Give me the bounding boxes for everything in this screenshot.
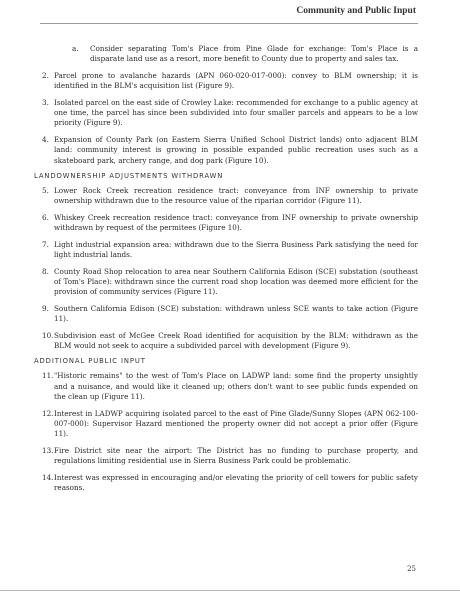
list-item <box>34 240 418 261</box>
list-item-number: 8. <box>42 266 49 276</box>
list-item-text: Subdivision east of McGee Creek Road identified for acquisition by the BLM: withdrawn as the BLM would not seek to acquire a subdivided parcel with development (Figure 9). <box>54 330 418 350</box>
list-item <box>34 71 418 92</box>
list-item <box>34 304 418 325</box>
list-item-number: 2. <box>42 70 49 80</box>
list-item-number: 6. <box>42 212 49 222</box>
section-heading-withdrawn: LANDOWNERSHIP ADJUSTMENTS WITHDRAWN <box>34 172 224 181</box>
list-item-text: Isolated parcel on the east side of Crowley Lake: recommended for exchange to a public agency at one time, the parcel has since been subdivided into four smaller parcels and appears to be a low priority (Figure 9). <box>54 97 418 128</box>
running-header: Community and Public Input <box>296 6 416 16</box>
list-item-number: 12. <box>42 408 54 418</box>
list-item-number: 10. <box>42 330 54 340</box>
list-item-text: County Road Shop relocation to area near Southern California Edison (SCE) substation (southeast of Tom's Place): withdrawn since the current road shop location was deemed more efficient for the provision of community services (Figure 11). <box>54 266 418 297</box>
list-item-number: a. <box>72 44 79 53</box>
list-item-number: 3. <box>42 97 49 107</box>
list-item-text: Parcel prone to avalanche hazards (APN 060-020-017-000): convey to BLM ownership; it is identified in the BLM's acquisition list (Figure 9). <box>54 70 418 91</box>
list-item-number: 4. <box>42 134 49 144</box>
list-item-text: Interest in LADWP acquiring isolated parcel to the east of Pine Glade/Sunny Slopes (APN 062-100-007-000): Supervisor Hazard mentioned the property owner did not accept a prior offer (Figure 11). <box>54 408 418 439</box>
list-item-text: Light industrial expansion area: withdrawn due to the Sierra Business Park satisfying the need for light industrial lands. <box>54 239 418 260</box>
list-item-text: Consider separating Tom's Place from Pine Glade for exchange: Tom's Place is a disparate land use as a resort, more benefit to County due to property and sales tax. <box>90 44 418 64</box>
list-item <box>34 446 418 467</box>
section-heading-additional: ADDITIONAL PUBLIC INPUT <box>34 357 146 366</box>
list-item-number: 5. <box>42 186 49 196</box>
page-number: 25 <box>407 565 416 573</box>
list-item-text: Expansion of County Park (on Eastern Sierra Unified School District lands) onto adjacent BLM land: community interest is growing in possible expanded public recreation uses such as a skateboard park, archery range, and dog park (Figure 10). <box>54 134 418 165</box>
list-item-number: 13. <box>42 445 54 455</box>
list-item <box>34 331 418 352</box>
list-item <box>34 371 418 402</box>
header-divider <box>40 23 418 24</box>
list-item-text: Whiskey Creek recreation residence tract: conveyance from INF ownership to private ownership withdrawn by request of the permitees (Figure 10). <box>54 212 418 233</box>
footer-divider <box>0 590 460 591</box>
list-item-text: Lower Rock Creek recreation residence tract: conveyance from INF ownership to private ownership withdrawn due to the resource value of the riparian corridor (Figure 11). <box>54 186 418 206</box>
list-item <box>34 135 418 166</box>
list-item <box>34 98 418 129</box>
list-item <box>34 267 418 298</box>
list-item-text: Southern California Edison (SCE) substation: withdrawn unless SCE wants to take action (Figure 11). <box>54 303 418 324</box>
list-item-text: Fire District site near the airport: The District has no funding to purchase property, and regulations limiting residential use in Sierra Business Park could be problematic. <box>54 445 418 466</box>
list-item-text: Interest was expressed in encouraging and/or elevating the priority of cell towers for public safety reasons. <box>54 472 418 492</box>
list-item <box>34 473 418 494</box>
list-item <box>34 213 418 234</box>
list-item-number: 7. <box>42 239 49 249</box>
list-item-number: 14. <box>42 472 54 482</box>
list-item <box>34 186 418 207</box>
list-item-text: "Historic remains" to the west of Tom's Place on LADWP land: some find the property unsightly and a nuisance, and would like it cleaned up; others don't want to see public funds expended on the clean up (Figure 11). <box>54 371 418 402</box>
page-content <box>34 44 418 499</box>
list-item-number: 9. <box>42 303 49 313</box>
list-item <box>34 44 418 65</box>
list-item <box>34 409 418 440</box>
list-item-number: 11. <box>42 371 54 381</box>
